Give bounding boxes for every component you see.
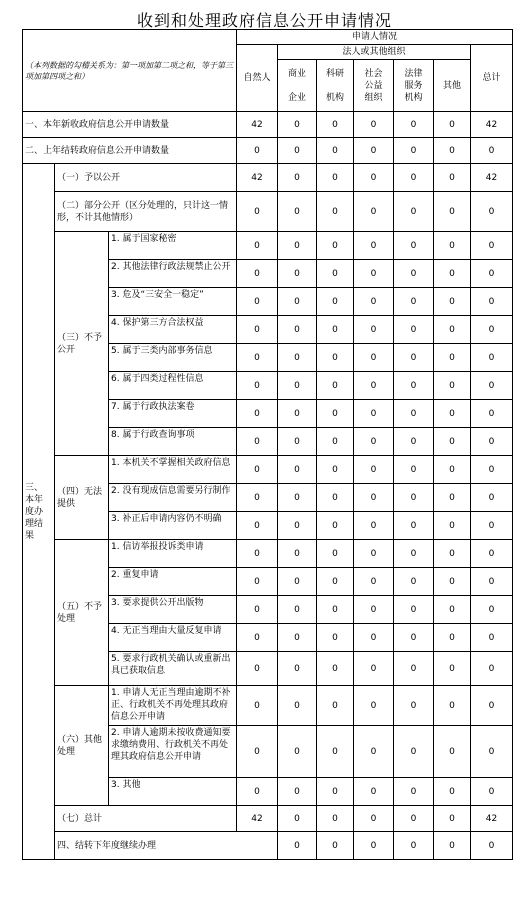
header-note: （本列数据的勾稽关系为：第一项加第二项之和，等于第三项加第四项之和） xyxy=(23,30,237,112)
row-label: （一）予以公开 xyxy=(55,164,237,192)
group-label: （三）不予公开 xyxy=(55,232,109,456)
reason-label: 2. 其他法律行政法规禁止公开 xyxy=(109,260,237,288)
value-cell: 42 xyxy=(471,112,513,138)
value-cell: 0 xyxy=(354,372,394,400)
value-cell: 0 xyxy=(237,344,278,372)
value-cell: 0 xyxy=(354,316,394,344)
value-cell: 0 xyxy=(237,484,278,512)
value-cell: 0 xyxy=(354,624,394,652)
value-cell: 0 xyxy=(317,484,354,512)
value-cell: 0 xyxy=(278,316,317,344)
reason-label: 5. 属于三类内部事务信息 xyxy=(109,344,237,372)
value-cell: 0 xyxy=(317,512,354,540)
value-cell: 0 xyxy=(278,192,317,232)
value-cell: 0 xyxy=(434,596,471,624)
value-cell: 0 xyxy=(237,624,278,652)
value-cell: 0 xyxy=(434,372,471,400)
value-cell: 0 xyxy=(278,400,317,428)
value-cell: 0 xyxy=(394,456,434,484)
value-cell: 0 xyxy=(471,686,513,726)
page-title: 收到和处理政府信息公开申请情况 xyxy=(136,11,392,30)
table-row xyxy=(23,456,513,484)
value-cell: 0 xyxy=(434,288,471,316)
value-cell: 0 xyxy=(434,428,471,456)
value-cell: 0 xyxy=(394,232,434,260)
value-cell: 0 xyxy=(434,778,471,806)
table-row xyxy=(23,192,513,232)
value-cell: 0 xyxy=(394,624,434,652)
value-cell: 0 xyxy=(394,568,434,596)
group-label: （四）无法提供 xyxy=(55,456,109,540)
reason-label: 1. 申请人无正当理由逾期不补正、行政机关不再处理其政府信息公开申请 xyxy=(109,686,237,726)
value-cell: 0 xyxy=(237,372,278,400)
value-cell: 0 xyxy=(471,288,513,316)
value-cell: 0 xyxy=(317,288,354,316)
reason-label: 4. 保护第三方合法权益 xyxy=(109,316,237,344)
value-cell: 0 xyxy=(317,232,354,260)
value-cell: 0 xyxy=(317,260,354,288)
value-cell: 0 xyxy=(434,192,471,232)
value-cell: 42 xyxy=(471,164,513,192)
row-label: 四、结转下年度继续办理 xyxy=(55,832,278,860)
value-cell: 0 xyxy=(394,512,434,540)
value-cell: 0 xyxy=(354,428,394,456)
value-cell: 0 xyxy=(317,192,354,232)
value-cell: 0 xyxy=(394,372,434,400)
table-row xyxy=(23,832,513,860)
row-label: 一、本年新收政府信息公开申请数量 xyxy=(23,112,237,138)
value-cell: 0 xyxy=(237,686,278,726)
value-cell: 0 xyxy=(394,192,434,232)
value-cell: 0 xyxy=(434,512,471,540)
value-cell: 0 xyxy=(278,686,317,726)
value-cell: 0 xyxy=(354,260,394,288)
value-cell: 0 xyxy=(471,372,513,400)
value-cell: 0 xyxy=(317,540,354,568)
reason-label: 6. 属于四类过程性信息 xyxy=(109,372,237,400)
value-cell: 0 xyxy=(317,138,354,164)
value-cell: 0 xyxy=(317,456,354,484)
value-cell: 0 xyxy=(354,806,394,832)
value-cell: 0 xyxy=(278,540,317,568)
value-cell: 0 xyxy=(434,832,471,860)
value-cell: 0 xyxy=(278,726,317,778)
value-cell: 0 xyxy=(317,652,354,686)
value-cell: 0 xyxy=(434,456,471,484)
value-cell: 0 xyxy=(278,596,317,624)
value-cell: 0 xyxy=(354,164,394,192)
value-cell: 0 xyxy=(278,456,317,484)
value-cell: 0 xyxy=(278,806,317,832)
value-cell: 0 xyxy=(317,806,354,832)
reason-label: 3. 危及“三安全一稳定” xyxy=(109,288,237,316)
value-cell: 0 xyxy=(237,400,278,428)
value-cell: 0 xyxy=(394,778,434,806)
value-cell: 42 xyxy=(237,806,278,832)
reason-label: 3. 其他 xyxy=(109,778,237,806)
value-cell: 0 xyxy=(237,260,278,288)
value-cell: 0 xyxy=(394,596,434,624)
value-cell: 0 xyxy=(317,112,354,138)
value-cell: 0 xyxy=(317,164,354,192)
table-row xyxy=(23,138,513,164)
value-cell: 0 xyxy=(354,484,394,512)
value-cell: 0 xyxy=(471,726,513,778)
value-cell: 0 xyxy=(317,686,354,726)
value-cell: 0 xyxy=(434,260,471,288)
statistics-table xyxy=(22,29,513,860)
value-cell: 0 xyxy=(278,512,317,540)
value-cell: 0 xyxy=(471,540,513,568)
value-cell: 0 xyxy=(354,112,394,138)
value-cell: 42 xyxy=(237,164,278,192)
value-cell: 0 xyxy=(354,456,394,484)
reason-label: 3. 要求提供公开出版物 xyxy=(109,596,237,624)
value-cell: 0 xyxy=(471,596,513,624)
table-row xyxy=(23,806,513,832)
value-cell: 0 xyxy=(278,372,317,400)
value-cell: 0 xyxy=(237,192,278,232)
value-cell: 0 xyxy=(471,192,513,232)
header-research: 科研 机构 xyxy=(317,60,354,112)
value-cell: 0 xyxy=(237,726,278,778)
value-cell: 0 xyxy=(471,428,513,456)
reason-label: 2. 重复申请 xyxy=(109,568,237,596)
value-cell: 0 xyxy=(237,428,278,456)
value-cell: 0 xyxy=(354,568,394,596)
header-legal: 法人或其他组织 xyxy=(278,45,471,60)
value-cell: 0 xyxy=(471,778,513,806)
section-label: 三、 本年 度办 理结 果 xyxy=(23,164,55,860)
value-cell: 0 xyxy=(394,832,434,860)
value-cell: 0 xyxy=(394,806,434,832)
value-cell: 0 xyxy=(354,652,394,686)
value-cell: 0 xyxy=(354,778,394,806)
value-cell: 0 xyxy=(434,686,471,726)
value-cell: 0 xyxy=(394,288,434,316)
value-cell: 0 xyxy=(278,778,317,806)
value-cell: 0 xyxy=(237,232,278,260)
value-cell: 0 xyxy=(394,138,434,164)
table-row xyxy=(23,232,513,260)
value-cell: 0 xyxy=(237,540,278,568)
value-cell: 0 xyxy=(394,652,434,686)
value-cell: 0 xyxy=(354,400,394,428)
table-row xyxy=(23,30,513,45)
value-cell: 0 xyxy=(471,652,513,686)
value-cell: 0 xyxy=(237,288,278,316)
value-cell: 0 xyxy=(394,112,434,138)
value-cell: 0 xyxy=(278,652,317,686)
value-cell: 0 xyxy=(278,112,317,138)
value-cell: 0 xyxy=(317,428,354,456)
value-cell: 0 xyxy=(434,484,471,512)
value-cell: 0 xyxy=(471,832,513,860)
reason-label: 5. 要求行政机关确认或重新出具已获取信息 xyxy=(109,652,237,686)
value-cell: 0 xyxy=(471,512,513,540)
header-business: 商业 企业 xyxy=(278,60,317,112)
value-cell: 0 xyxy=(237,316,278,344)
value-cell: 0 xyxy=(317,568,354,596)
value-cell: 0 xyxy=(317,372,354,400)
value-cell: 42 xyxy=(237,112,278,138)
reason-label: 8. 属于行政查询事项 xyxy=(109,428,237,456)
value-cell: 0 xyxy=(434,112,471,138)
value-cell: 0 xyxy=(471,232,513,260)
row-label: 二、上年结转政府信息公开申请数量 xyxy=(23,138,237,164)
value-cell: 0 xyxy=(354,192,394,232)
value-cell: 0 xyxy=(354,686,394,726)
group-label: （五）不予处理 xyxy=(55,540,109,686)
value-cell: 0 xyxy=(354,540,394,568)
value-cell: 0 xyxy=(317,778,354,806)
value-cell: 0 xyxy=(278,428,317,456)
reason-label: 7. 属于行政执法案卷 xyxy=(109,400,237,428)
value-cell: 0 xyxy=(471,624,513,652)
value-cell: 0 xyxy=(278,484,317,512)
value-cell: 0 xyxy=(434,540,471,568)
value-cell: 0 xyxy=(317,596,354,624)
value-cell: 0 xyxy=(237,778,278,806)
value-cell: 0 xyxy=(278,138,317,164)
value-cell: 0 xyxy=(394,260,434,288)
value-cell: 0 xyxy=(394,484,434,512)
value-cell: 0 xyxy=(394,344,434,372)
reason-label: 1. 信访举报投诉类申请 xyxy=(109,540,237,568)
value-cell: 0 xyxy=(471,260,513,288)
reason-label: 3. 补正后申请内容仍不明确 xyxy=(109,512,237,540)
header-natural: 自然人 xyxy=(237,45,278,112)
value-cell: 0 xyxy=(354,832,394,860)
value-cell: 0 xyxy=(354,232,394,260)
value-cell: 0 xyxy=(237,456,278,484)
value-cell: 0 xyxy=(434,726,471,778)
value-cell: 0 xyxy=(354,288,394,316)
value-cell: 0 xyxy=(237,568,278,596)
row-label: （二）部分公开（区分处理的，只计这一情形，不计其他情形） xyxy=(55,192,237,232)
value-cell: 0 xyxy=(434,316,471,344)
value-cell: 0 xyxy=(237,138,278,164)
value-cell: 0 xyxy=(394,164,434,192)
value-cell: 0 xyxy=(471,400,513,428)
reason-label: 4. 无正当理由大量反复申请 xyxy=(109,624,237,652)
value-cell: 0 xyxy=(278,260,317,288)
value-cell: 0 xyxy=(434,232,471,260)
value-cell: 0 xyxy=(471,484,513,512)
value-cell: 0 xyxy=(471,568,513,596)
value-cell: 0 xyxy=(354,344,394,372)
row-label: （七）总计 xyxy=(55,806,237,832)
value-cell: 0 xyxy=(434,138,471,164)
header-applicant: 申请人情况 xyxy=(237,30,513,45)
value-cell: 0 xyxy=(317,344,354,372)
value-cell: 0 xyxy=(394,428,434,456)
value-cell: 0 xyxy=(317,316,354,344)
group-label: （六）其他处理 xyxy=(55,686,109,806)
value-cell: 0 xyxy=(434,568,471,596)
table-row xyxy=(23,540,513,568)
value-cell: 0 xyxy=(471,316,513,344)
value-cell: 0 xyxy=(317,726,354,778)
table-row xyxy=(23,164,513,192)
value-cell: 0 xyxy=(278,164,317,192)
value-cell: 0 xyxy=(471,456,513,484)
value-cell: 0 xyxy=(237,512,278,540)
value-cell: 0 xyxy=(278,232,317,260)
value-cell: 0 xyxy=(237,596,278,624)
header-other: 其他 xyxy=(434,60,471,112)
value-cell: 0 xyxy=(394,400,434,428)
reason-label: 1. 属于国家秘密 xyxy=(109,232,237,260)
value-cell: 0 xyxy=(278,288,317,316)
value-cell: 0 xyxy=(394,540,434,568)
value-cell: 0 xyxy=(354,726,394,778)
value-cell: 0 xyxy=(317,832,354,860)
header-total: 总计 xyxy=(471,45,513,112)
value-cell: 0 xyxy=(354,138,394,164)
reason-label: 2. 申请人逾期未按收费通知要求缴纳费用、行政机关不再处理其政府信息公开申请 xyxy=(109,726,237,778)
table-row xyxy=(23,686,513,726)
value-cell: 0 xyxy=(394,726,434,778)
value-cell: 0 xyxy=(434,624,471,652)
table-row xyxy=(23,112,513,138)
header-social: 社会 公益 组织 xyxy=(354,60,394,112)
value-cell: 0 xyxy=(278,624,317,652)
value-cell: 0 xyxy=(434,652,471,686)
value-cell: 0 xyxy=(434,164,471,192)
header-law: 法律 服务 机构 xyxy=(394,60,434,112)
value-cell: 0 xyxy=(471,138,513,164)
reason-label: 2. 没有现成信息需要另行制作 xyxy=(109,484,237,512)
value-cell: 0 xyxy=(354,512,394,540)
value-cell: 0 xyxy=(237,652,278,686)
value-cell: 0 xyxy=(317,400,354,428)
value-cell: 0 xyxy=(471,344,513,372)
value-cell: 0 xyxy=(354,596,394,624)
value-cell: 42 xyxy=(471,806,513,832)
value-cell: 0 xyxy=(394,686,434,726)
value-cell: 0 xyxy=(434,400,471,428)
reason-label: 1. 本机关不掌握相关政府信息 xyxy=(109,456,237,484)
value-cell: 0 xyxy=(394,316,434,344)
value-cell: 0 xyxy=(434,806,471,832)
value-cell: 0 xyxy=(317,624,354,652)
value-cell: 0 xyxy=(278,344,317,372)
value-cell: 0 xyxy=(434,344,471,372)
value-cell: 0 xyxy=(278,568,317,596)
value-cell: 0 xyxy=(278,832,317,860)
